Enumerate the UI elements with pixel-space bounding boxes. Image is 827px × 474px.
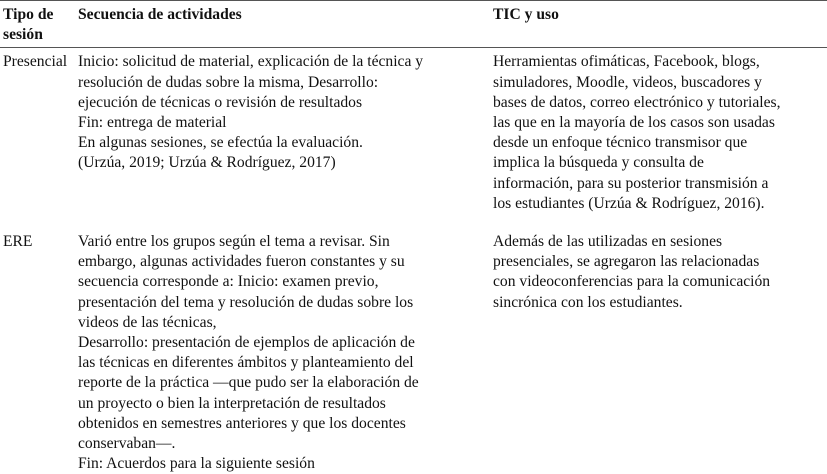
row-spacer xyxy=(0,214,827,232)
text-line: un proyecto o bien la interpretación de resultados xyxy=(78,394,386,412)
cell-tic xyxy=(493,232,827,474)
text-line: las técnicas en diferentes ámbitos y planteamiento del xyxy=(78,354,414,372)
table-header-row xyxy=(0,1,827,48)
cell-tipo: ERE xyxy=(3,233,33,251)
text-line: Inicio: solicitud de material, explicación de la técnica y xyxy=(78,53,424,71)
header-tipo-de-sesion xyxy=(0,1,77,48)
cell-secuencia xyxy=(77,232,493,474)
text-line: resolución de dudas sobre la misma, Desarrollo: xyxy=(78,73,379,91)
header-secuencia: Secuencia de actividades xyxy=(77,1,493,48)
text-line: ejecución de técnicas o revisión de resultados xyxy=(78,93,363,111)
text-line: Además de las utilizadas en sesiones xyxy=(493,233,723,251)
cell-tipo: Presencial xyxy=(3,53,68,71)
header-tic: TIC y uso xyxy=(493,1,827,48)
text-line: los estudiantes (Urzúa & Rodríguez, 2016). xyxy=(493,194,765,212)
text-line: obtenidos en semestres anteriores y que los docentes xyxy=(78,414,406,432)
text-line: Herramientas ofimáticas, Facebook, blogs, xyxy=(493,53,760,71)
text-line: embargo, algunas actividades fueron constantes y su xyxy=(78,253,405,271)
text-line: Desarrollo: presentación de ejemplos de aplicación de xyxy=(78,334,415,352)
header-tipo-line-2: sesión xyxy=(3,26,43,44)
text-line: conservaban—. xyxy=(78,435,176,453)
text-line: presenciales, se agregaron las relacionadas xyxy=(493,253,760,271)
text-line: secuencia corresponde a: Inicio: examen previo, xyxy=(78,273,379,291)
text-line: Varió entre los grupos según el tema a revisar. Sin xyxy=(78,233,390,251)
text-line: sincrónica con los estudiantes. xyxy=(493,293,683,311)
text-line: implica la búsqueda y consulta de xyxy=(493,154,704,172)
text-line: simuladores, Moodle, videos, buscadores y xyxy=(493,73,762,91)
text-line: desde un enfoque técnico transmisor que xyxy=(493,134,748,152)
text-line: bases de datos, correo electrónico y tutoriales, xyxy=(493,93,781,111)
cell-secuencia xyxy=(77,48,493,214)
text-line: Fin: entrega de material xyxy=(78,114,227,132)
text-line: Fin: Acuerdos para la siguiente sesión xyxy=(78,455,315,473)
text-line: información, para su posterior transmisión a xyxy=(493,174,769,192)
table-row-ere xyxy=(0,232,827,474)
text-line: En algunas sesiones, se efectúa la evaluación. xyxy=(78,134,363,152)
text-line: con videoconferencias para la comunicación xyxy=(493,273,771,291)
header-tipo-line-1: Tipo de xyxy=(3,6,54,23)
text-line: presentación del tema y resolución de dudas sobre los xyxy=(78,293,414,311)
table-row-presencial xyxy=(0,48,827,214)
text-line: (Urzúa, 2019; Urzúa & Rodríguez, 2017) xyxy=(78,154,336,172)
text-line: videos de las técnicas, xyxy=(78,313,217,331)
text-line: reporte de la práctica —que pudo ser la elaboración de xyxy=(78,374,419,392)
cell-tic xyxy=(493,48,827,214)
text-line: las que en la mayoría de los casos son usadas xyxy=(493,114,775,132)
